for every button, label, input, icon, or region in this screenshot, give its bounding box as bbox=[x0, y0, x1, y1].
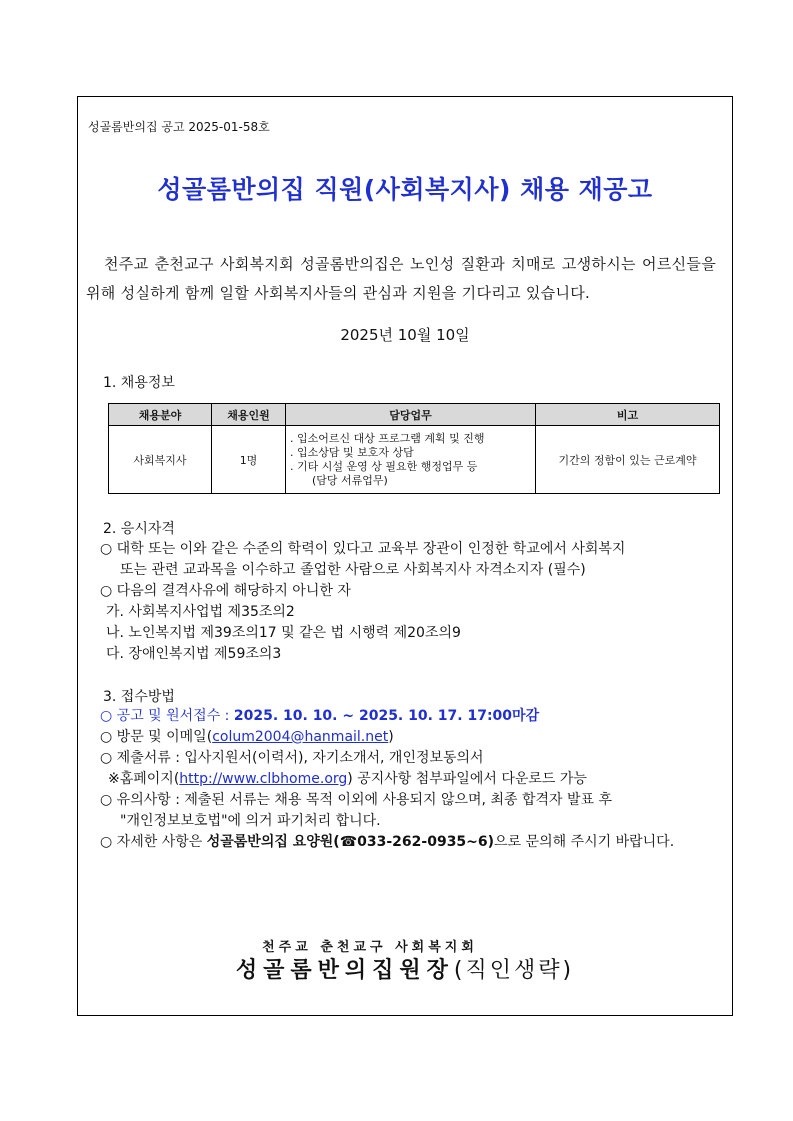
caution-line: ○ 유의사항 : 제출된 서류는 채용 목적 이외에 사용되지 않으며, 최종 합격자 발표 후 bbox=[100, 792, 613, 808]
signature-name: 성골롬반의집원장(직인생략) bbox=[235, 958, 575, 983]
application-period: ○ 공고 및 원서접수 : 2025. 10. 10. ~ 2025. 10. 17. 17:00마감 bbox=[100, 708, 540, 724]
application-email: ○ 방문 및 이메일(colum2004@hanmail.net) bbox=[100, 729, 394, 745]
recruitment-table bbox=[108, 403, 720, 494]
cell-field: 사회복지사 bbox=[109, 426, 212, 494]
application-documents: ○ 제출서류 : 입사지원서(이력서), 자기소개서, 개인정보동의서 bbox=[100, 750, 484, 766]
duty-item: . 입소어르신 대상 프로그램 계획 및 진행 bbox=[290, 431, 485, 445]
list-item: 다. 장애인복지법 제59조의3 bbox=[106, 646, 282, 662]
column-header: 채용인원 bbox=[212, 404, 286, 426]
cell-count: 1명 bbox=[212, 426, 286, 494]
list-item: 가. 사회복지사업법 제35조의2 bbox=[106, 604, 295, 620]
email-link[interactable]: colum2004@hanmail.net bbox=[212, 729, 389, 745]
list-item: 또는 관련 교과목을 이수하고 졸업한 사람으로 사회복지사 자격소지자 (필수) bbox=[120, 562, 586, 578]
table-row bbox=[109, 426, 720, 494]
section-heading-qualifications: 2. 응시자격 bbox=[103, 521, 175, 537]
homepage-note: ※홈페이지(http://www.clbhome.org) 공지사항 첨부파일에서 다운로드 가능 bbox=[108, 771, 587, 787]
column-header: 담당업무 bbox=[286, 404, 536, 426]
signature-organization: 천주교 춘천교구 사회복지회 bbox=[262, 940, 478, 955]
duty-item: . 기타 시설 운영 상 필요한 행정업무 등 bbox=[290, 459, 478, 473]
qualification-list bbox=[100, 539, 730, 665]
notice-number: 성골롬반의집 공고 2025-01-58호 bbox=[88, 120, 270, 134]
list-item: ○ 다음의 결격사유에 해당하지 아니한 자 bbox=[100, 583, 351, 599]
caution-line: "개인정보보호법"에 의거 파기처리 합니다. bbox=[120, 813, 381, 829]
contact-line: ○ 자세한 사항은 성골롬반의집 요양원(☎033-262-0935~6)으로 문의해 주시기 바랍니다. bbox=[100, 834, 675, 850]
notice-date: 2025년 10월 10일 bbox=[340, 326, 470, 344]
column-header: 채용분야 bbox=[109, 404, 212, 426]
duty-item: . 입소상담 및 보호자 상담 bbox=[290, 445, 414, 459]
column-header: 비고 bbox=[536, 404, 720, 426]
intro-paragraph: 천주교 춘천교구 사회복지회 성골롬반의집은 노인성 질환과 치매로 고생하시는 어르신들을 위해 성실하게 함께 일할 사회복지사들의 관심과 지원을 기다리고 있습니다. bbox=[86, 255, 716, 302]
list-item: ○ 대학 또는 이와 같은 수준의 학력이 있다고 교육부 장관이 인정한 학교에서 사회복지 bbox=[100, 541, 626, 557]
cell-duties bbox=[286, 426, 536, 494]
homepage-link[interactable]: http://www.clbhome.org bbox=[179, 771, 348, 787]
duty-item: (담당 서류업무) bbox=[312, 473, 388, 487]
table-header-row bbox=[109, 404, 720, 426]
cell-note: 기간의 정함이 있는 근로계약 bbox=[536, 426, 720, 494]
list-item: 나. 노인복지법 제39조의17 및 같은 법 시행력 제20조의9 bbox=[106, 625, 461, 641]
application-list bbox=[100, 706, 730, 853]
section-heading-application: 3. 접수방법 bbox=[103, 689, 175, 705]
section-heading-recruitment-info: 1. 채용정보 bbox=[103, 375, 175, 391]
page-title: 성골롬반의집 직원(사회복지사) 채용 재공고 bbox=[157, 175, 653, 204]
